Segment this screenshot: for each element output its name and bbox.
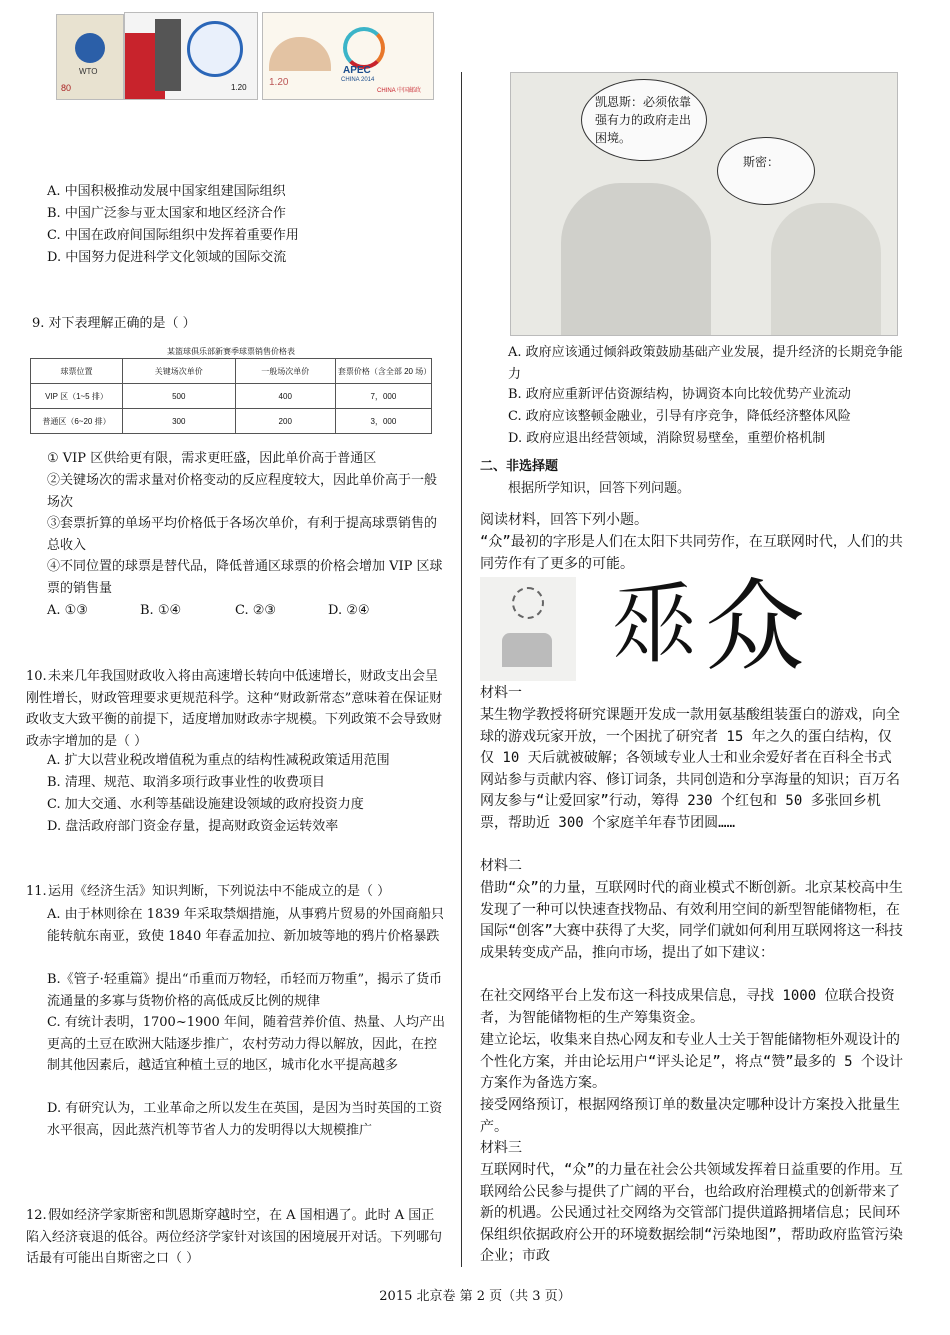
table-cell: VIP 区（1~5 排）: [31, 384, 123, 409]
part2-title: 二、非选择题: [480, 459, 559, 474]
part2-intro: 根据所学知识，回答下列问题。: [508, 481, 691, 496]
table-row: [31, 409, 432, 434]
q10-option-b: B. 清理、规范、取消多项行政事业性的收费项目: [47, 775, 325, 790]
q9-statement-4: ④不同位置的球票是替代品，降低普通区球票的价格会增加 VIP 区球票的销售量: [47, 559, 443, 596]
q11-option-d: D. 有研究认为，工业革命之所以发生在英国，是因为当时英国的工资水平很高，因此蒸汽机等节省人力的发明得以大规模推广: [47, 1101, 443, 1138]
table-row: [31, 359, 432, 384]
apec-price: 1.20: [269, 77, 289, 88]
material-2-suggestion-3: 接受网络预订，根据网络预订单的数量决定哪种设计方案投入批量生产。: [480, 1097, 900, 1135]
wto-price: 80: [61, 83, 72, 93]
material-3-text: 互联网时代，“众”的力量在社会公共领域发挥着日益重要的作用。互联网给公民参与提供了广阔的平台，也给政府治理模式的创新带来了新的机遇。公民通过社交网络为交管部门提供道路拥堵信息；民间环保组织依据政府公开的环境数据绘制“污染地图”，帮助政府监管污染企业；市政: [480, 1162, 903, 1264]
q9-statement-3: ③套票折算的单场平均价格低于各场次单价，有利于提高球票销售的总收入: [47, 516, 438, 553]
q9-choice-d: D. ②④: [328, 603, 370, 618]
q11-option-c: C. 有统计表明，1700~1900 年间，随着营养价值、热量、人均产出更高的土豆在欧洲大陆逐步推广，农村劳动力得以解放，因此，在控制其他因素后，越适宜种植土豆的地区，城市化水平提高越多: [47, 1015, 445, 1073]
material-2-text: 借助“众”的力量，互联网时代的商业模式不断创新。北京某校高中生发现了一种可以快速查找物品、有效利用空间的新型智能储物柜，在国际“创客”大赛中获得了大奖，同学们就如何利用互联网将这一科技成果转变成产品，推向市场，提出了如下建议：: [480, 880, 903, 961]
material-1-text: 某生物学教授将研究课题开发成一款用氨基酸组装蛋白的游戏，向全球的游戏玩家开放，一个困扰了研究者 15 年之久的蛋白结构，仅仅 10 天后就被破解；各领域专业人士和业余爱好者在百科全书式网站参与贡献内容、修订词条，共同创造和分享海量的知识；百万名网友参与“让爱回家”行动，筹得 230 个红包和 50 多张回乡机票，帮助近 300 个家庭羊年春节团圆……: [480, 707, 900, 831]
wto-stamp: [56, 14, 124, 100]
table-header: 关键场次单价: [122, 359, 235, 384]
smith-speech: 斯密：: [743, 155, 780, 169]
q11-number: 11.: [26, 884, 47, 899]
q12-option-a: A. 政府应该通过倾斜政策鼓励基础产业发展，提升经济的长期竞争能力: [508, 345, 903, 382]
q12-stem: 假如经济学家斯密和凯恩斯穿越时空，在 A 国相遇了。此时 A 国正陷入经济衰退的低谷。两位经济学家针对该国的困境展开对话。下列哪句话最有可能出自斯密之口（ ）: [26, 1208, 443, 1266]
q9-stem: 对下表理解正确的是（ ）: [48, 316, 196, 331]
q8-option-b: B. 中国广泛参与亚太国家和地区经济合作: [47, 206, 286, 221]
material-2-suggestion-2: 建立论坛，收集来自热心网友和专业人士关于智能储物柜外观设计的个性化方案，并由论坛用户“评头论足”，将点“赞”最多的 5 个设计方案作为备选方案。: [480, 1032, 903, 1091]
q11-stem: 运用《经济生活》知识判断，下列说法中不能成立的是（ ）: [48, 884, 391, 899]
zhong-character-illustration: [480, 568, 810, 685]
table-cell: 3，000: [335, 409, 431, 434]
column-divider: [461, 72, 462, 1267]
zhong-intro: “众”最初的字形是人们在太阳下共同劳作，在互联网时代，人们的共同劳作有了更多的可能。: [480, 534, 903, 572]
table-header: 一般场次单价: [235, 359, 335, 384]
q12-option-b: B. 政府应重新评估资源结构，协调资本向比较优势产业流动: [508, 387, 851, 402]
q11-option-a: A. 由于林则徐在 1839 年采取禁烟措施，从事鸦片贸易的外国商船只能转航东南亚，致使 1840 年春孟加拉、新加坡等地的鸦片价格暴跌: [47, 907, 445, 944]
q10-question: [26, 666, 446, 752]
apec-stamp: [262, 12, 434, 100]
apec-mark: CHINA 中国邮政: [377, 88, 422, 94]
q11-option-b: B.《管子·轻重篇》提出“币重而万物轻，币轻而万物重”，揭示了货币流通量的多寡与货物价格的高低成反比例的规律: [47, 972, 443, 1009]
q10-option-a: A. 扩大以营业税改增值税为重点的结构性减税政策适用范围: [47, 753, 390, 768]
material-2-suggestion-1: 在社交网络平台上发布这一科技成果信息，寻找 1000 位联合投资者，为智能储物柜的生产筹集资金。: [480, 988, 895, 1026]
page-footer: 2015 北京卷 第 2 页（共 3 页）: [379, 1289, 571, 1304]
q9-statement-2: ②关键场次的需求量对价格变动的反应程度较大，因此单价高于一般场次: [47, 473, 438, 510]
q9-table-title: 某篮球俱乐部新赛季球票销售价格表: [167, 347, 295, 356]
q9-statement-1: ① VIP 区供给更有限，需求更旺盛，因此单价高于普通区: [47, 451, 377, 466]
q8-option-d: D. 中国努力促进科学文化领域的国际交流: [47, 250, 287, 265]
ticket-price-table: [30, 358, 432, 434]
table-cell: 200: [235, 409, 335, 434]
q9-number: 9.: [32, 316, 45, 331]
q9-choice-b: B. ①④: [140, 603, 182, 618]
table-header: 球票位置: [31, 359, 123, 384]
table-cell: 500: [122, 384, 235, 409]
modern-character: 众: [705, 568, 805, 685]
table-row: [31, 384, 432, 409]
q10-option-c: C. 加大交通、水利等基础设施建设领域的政府投资力度: [47, 797, 364, 812]
keynes-speech: 凯恩斯：必须依靠强有力的政府走出困境。: [595, 95, 692, 145]
q12-option-c: C. 政府应该整顿金融业，引导有序竞争，降低经济整体风险: [508, 409, 851, 424]
table-cell: 7，000: [335, 384, 431, 409]
q10-stem: 未来几年我国财政收入将由高速增长转向中低速增长，财政支出会呈刚性增长，财政管理要求更规范科学。这种“财政新常态”意味着在保证财政收支大致平衡的前提下，适度增加财政赤字规模。下列政策不会导致财政赤字增加的是（ ）: [26, 669, 443, 749]
apec-title: APEC: [343, 65, 371, 76]
q8-option-a: A. 中国积极推动发展中国家组建国际组织: [47, 184, 286, 199]
q12-number: 12.: [26, 1208, 47, 1223]
stamps-illustration: [28, 0, 432, 98]
q9-choice-c: C. ②③: [235, 603, 277, 618]
un-stamp: [124, 12, 258, 100]
economists-cartoon: [510, 72, 898, 336]
read-instruction: 阅读材料，回答下列小题。: [480, 512, 648, 528]
material-3-title: 材料三: [480, 1140, 522, 1156]
q10-number: 10.: [26, 669, 47, 684]
material-2-title: 材料二: [480, 858, 522, 874]
seal-script-character: 𠂹: [610, 573, 700, 678]
q12-option-d: D. 政府应退出经营领域，消除贸易壁垒，重塑价格机制: [508, 431, 826, 446]
q9-choice-a: A. ①③: [47, 603, 88, 618]
q8-option-c: C. 中国在政府间国际组织中发挥着重要作用: [47, 228, 299, 243]
table-cell: 400: [235, 384, 335, 409]
keynes-figure: [561, 183, 711, 335]
un-price: 1.20: [231, 83, 247, 92]
table-cell: 300: [122, 409, 235, 434]
apec-sub: CHINA 2014: [341, 77, 375, 83]
material-1-title: 材料一: [480, 685, 522, 701]
table-header: 套票价格（含全部 20 场）: [335, 359, 431, 384]
q12-question: [26, 1205, 446, 1270]
smith-figure: [771, 203, 881, 335]
q10-option-d: D. 盘活政府部门资金存量，提高财政资金运转效率: [47, 819, 339, 834]
table-cell: 普通区（6~20 排）: [31, 409, 123, 434]
wto-label: WTO: [79, 67, 98, 76]
sun-people-picture: [480, 577, 576, 681]
